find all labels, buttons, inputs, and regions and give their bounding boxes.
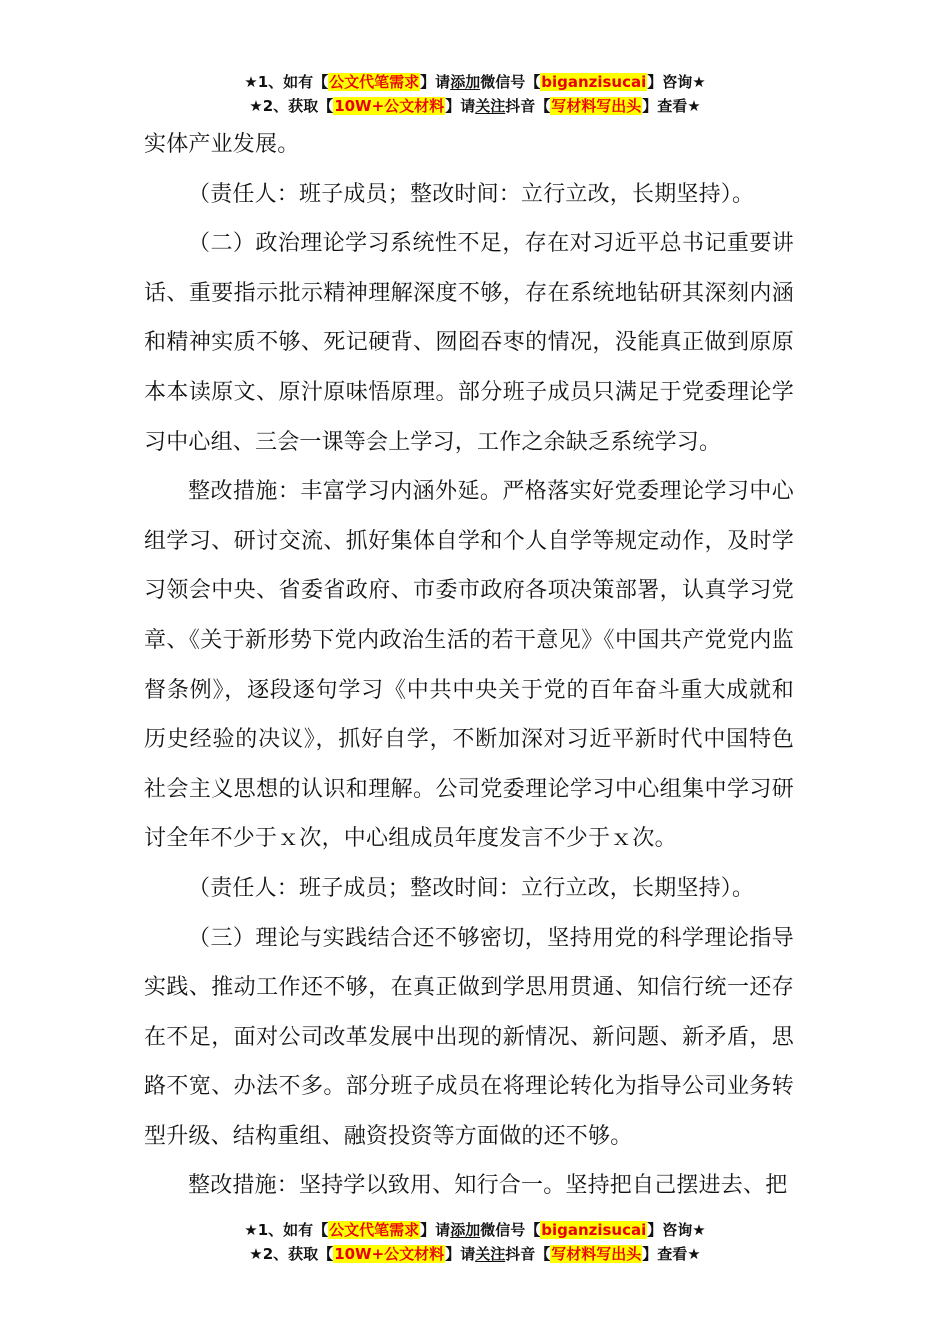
banner-text: ★2、获取【 (249, 1245, 334, 1263)
paragraph-issue-3: （三）理论与实践结合还不够密切，坚持用党的科学理论指导实践、推动工作还不够，在真正做到学思用贯通、知信行统一还存在不足，面对公司改革发展中出现的新情况、新问题、新矛盾，思路不宽、办法不多。部分班子成员在将理论转化为指导公司业务转型升级、结构重组、融资投资等方面做的还不够。 (144, 925, 794, 1149)
banner-highlight: 10W+公文材料 (334, 97, 445, 115)
header-banner (0, 70, 950, 118)
banner-text: 微信号【 (480, 1221, 541, 1239)
banner-highlight: 10W+公文材料 (334, 1245, 445, 1263)
banner-text: ★2、获取【 (249, 97, 334, 115)
banner-text: 】请 (445, 1245, 476, 1263)
banner-text: 】咨询★ (647, 73, 706, 91)
banner-highlight: 公文代笔需求 (329, 73, 420, 91)
paragraph-responsibility: （责任人：班子成员；整改时间：立行立改，长期坚持）。 (188, 875, 755, 901)
banner-highlight: 公文代笔需求 (329, 1221, 420, 1239)
footer-banner-line-2 (0, 1242, 950, 1266)
document-body (144, 120, 794, 1211)
paragraph-measure-2: 整改措施：丰富学习内涵外延。严格落实好党委理论学习中心组学习、研讨交流、抓好集体自学和个人自学等规定动作，及时学习领会中央、省委省政府、市委市政府各项决策部署，认真学习党章、《关于新形势下党内政治生活的若干意见》《中国共产党党内监督条例》，逐段逐句学习《中共中央关于党的百年奋斗重大成就和历史经验的决议》，抓好自学，不断加深对习近平新时代中国特色社会主义思想的认识和理解。公司党委理论学习中心组集中学习研讨全年不少于ｘ次，中心组成员年度发言不少于ｘ次。 (144, 479, 794, 852)
banner-highlight: biganzisucai (541, 73, 647, 91)
banner-emphasis: 关注 (475, 1245, 506, 1263)
paragraph-responsibility: （责任人：班子成员；整改时间：立行立改，长期坚持）。 (188, 181, 755, 207)
banner-highlight: biganzisucai (541, 1221, 647, 1239)
banner-text: 】查看★ (642, 97, 701, 115)
banner-text: 】请 (420, 1221, 451, 1239)
footer-banner (0, 1218, 950, 1266)
banner-emphasis: 关注 (475, 97, 506, 115)
header-banner-line-2 (0, 94, 950, 118)
paragraph-continuation: 实体产业发展。 (144, 132, 300, 157)
banner-highlight: 写材料写出头 (551, 97, 642, 115)
paragraph-measure-3: 整改措施：坚持学以致用、知行合一。坚持把自己摆进去、把 (188, 1173, 788, 1199)
banner-highlight: 写材料写出头 (551, 1245, 642, 1263)
footer-banner-line-1 (0, 1218, 950, 1242)
banner-emphasis: 添加 (450, 73, 481, 91)
paragraph-issue-2: （二）政治理论学习系统性不足，存在对习近平总书记重要讲话、重要指示批示精神理解深度不够，存在系统地钻研其深刻内涵和精神实质不够、死记硬背、囫囵吞枣的情况，没能真正做到原原本本读原文、原汁原味悟原理。部分班子成员只满足于党委理论学习中心组、三会一课等会上学习，工作之余缺乏系统学习。 (144, 231, 794, 455)
banner-emphasis: 添加 (450, 1221, 481, 1239)
banner-text: ★1、如有【 (244, 1221, 329, 1239)
banner-text: 微信号【 (480, 73, 541, 91)
banner-text: 】咨询★ (647, 1221, 706, 1239)
banner-text: 】请 (445, 97, 476, 115)
banner-text: 抖音【 (505, 1245, 551, 1263)
banner-text: 抖音【 (505, 97, 551, 115)
banner-text: ★1、如有【 (244, 73, 329, 91)
banner-text: 】请 (420, 73, 451, 91)
banner-text: 】查看★ (642, 1245, 701, 1263)
header-banner-line-1 (0, 70, 950, 94)
